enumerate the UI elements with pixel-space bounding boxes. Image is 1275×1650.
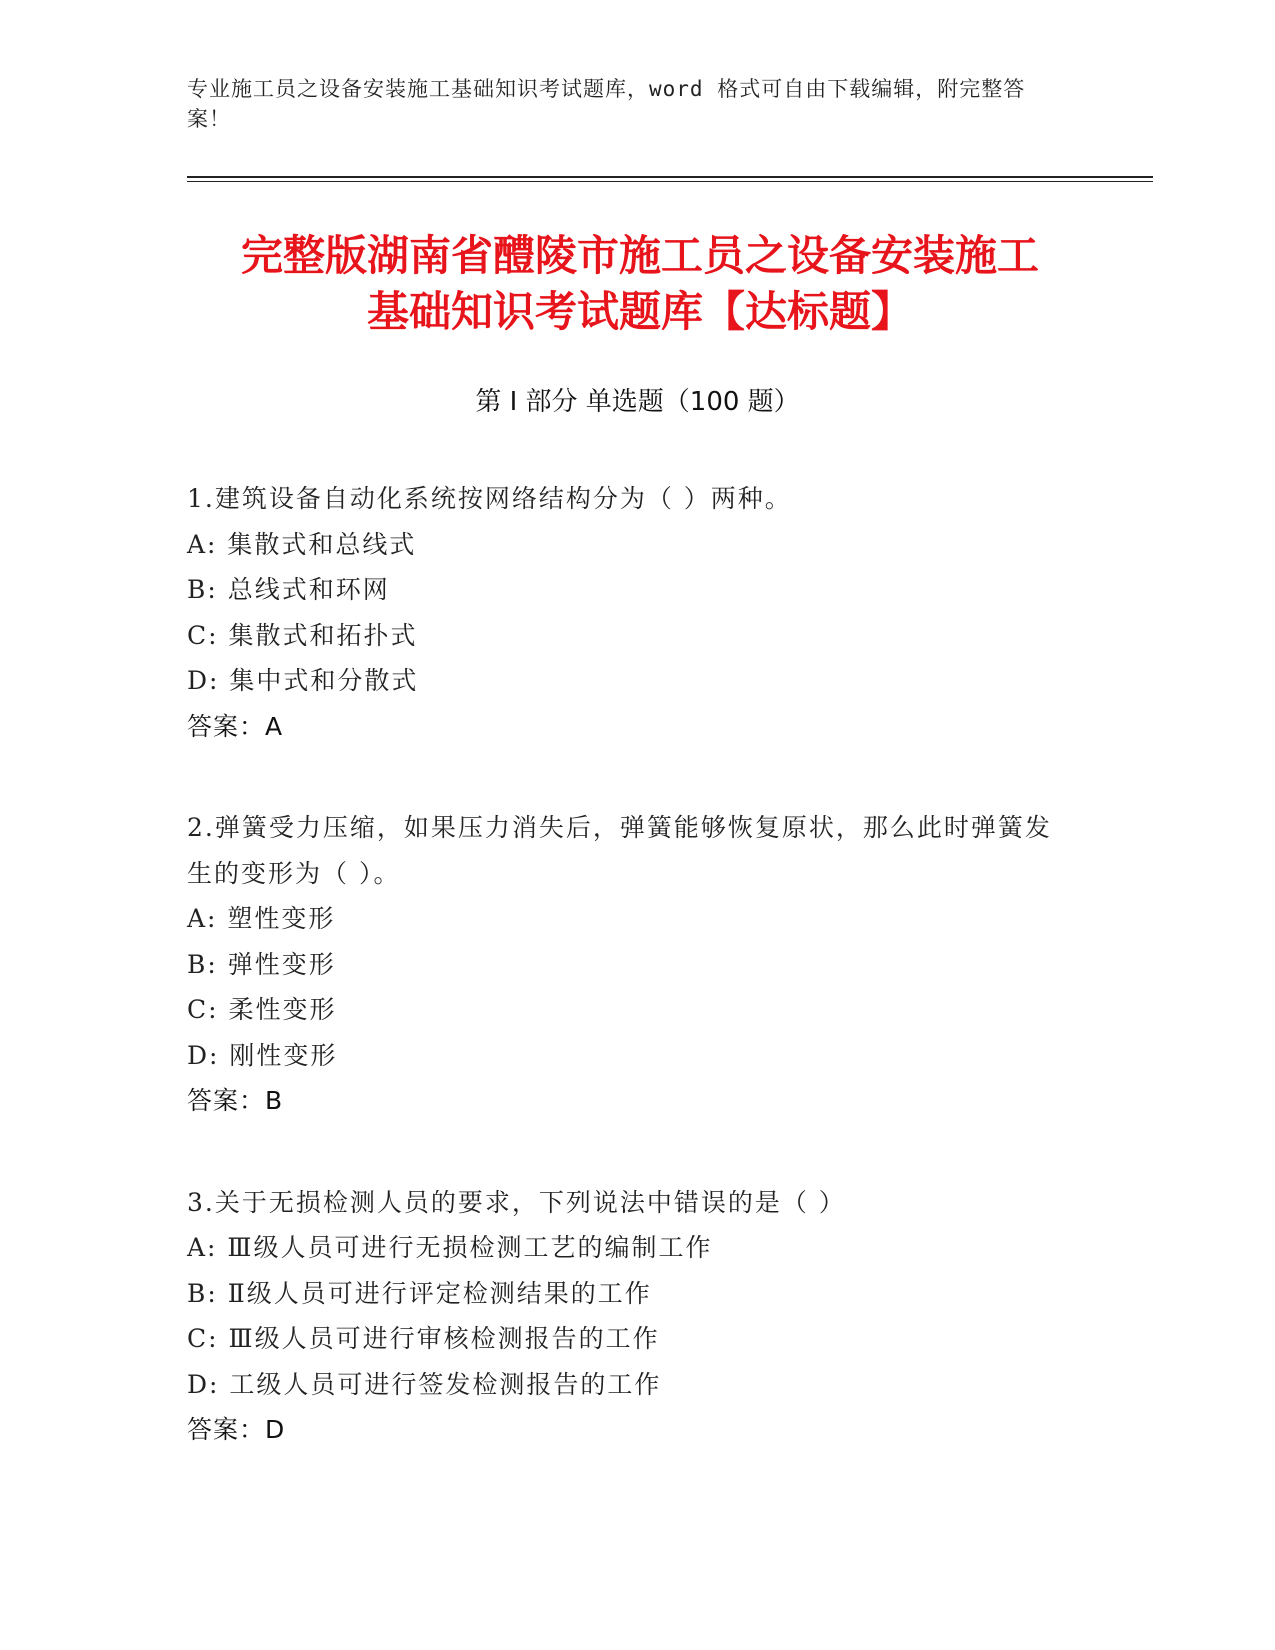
title-line-2: 基础知识考试题库【达标题】 bbox=[366, 287, 913, 336]
option-d: D: 刚性变形 bbox=[187, 1040, 338, 1070]
option-a: A: 塑性变形 bbox=[187, 904, 336, 933]
question-3 bbox=[187, 1180, 1067, 1453]
option-c: C: 柔性变形 bbox=[187, 995, 337, 1024]
title-line-1: 完整版湖南省醴陵市施工员之设备安装施工 bbox=[240, 231, 1039, 280]
option-b: B: Ⅱ级人员可进行评定检测结果的工作 bbox=[187, 1278, 652, 1308]
option-d: D: 工级人员可进行签发检测报告的工作 bbox=[187, 1369, 662, 1399]
question-stem: 1.建筑设备自动化系统按网络结构分为（ ）两种。 bbox=[187, 484, 792, 513]
option-a: A: 集散式和总线式 bbox=[187, 529, 417, 559]
question-list bbox=[187, 476, 1067, 1509]
document-header-note: 专业施工员之设备安装施工基础知识考试题库，word 格式可自由下载编辑，附完整答案！ bbox=[187, 77, 1026, 131]
option-c: C: 集散式和拓扑式 bbox=[187, 620, 418, 650]
header-divider-thick bbox=[187, 176, 1153, 178]
section-heading: 第 I 部分 单选题（100 题） bbox=[475, 387, 800, 417]
option-c: C: Ⅲ级人员可进行审核检测报告的工作 bbox=[187, 1324, 660, 1353]
answer-line: 答案：D bbox=[187, 1415, 286, 1444]
option-d: D: 集中式和分散式 bbox=[187, 666, 419, 695]
question-stem: 3.关于无损检测人员的要求，下列说法中错误的是（ ） bbox=[187, 1187, 846, 1217]
answer-line: 答案：A bbox=[187, 711, 284, 741]
answer-line: 答案：B bbox=[187, 1086, 284, 1115]
question-1 bbox=[187, 476, 1067, 749]
document-title bbox=[180, 228, 1100, 340]
question-2 bbox=[187, 805, 1067, 1124]
option-a: A: Ⅲ级人员可进行无损检测工艺的编制工作 bbox=[187, 1233, 713, 1262]
question-stem: 2.弹簧受力压缩，如果压力消失后，弹簧能够恢复原状，那么此时弹簧发生的变形为（ ）。 bbox=[187, 813, 1052, 888]
option-b: B: 总线式和环网 bbox=[187, 575, 390, 604]
header-divider-thin bbox=[187, 181, 1153, 182]
option-b: B: 弹性变形 bbox=[187, 949, 336, 979]
